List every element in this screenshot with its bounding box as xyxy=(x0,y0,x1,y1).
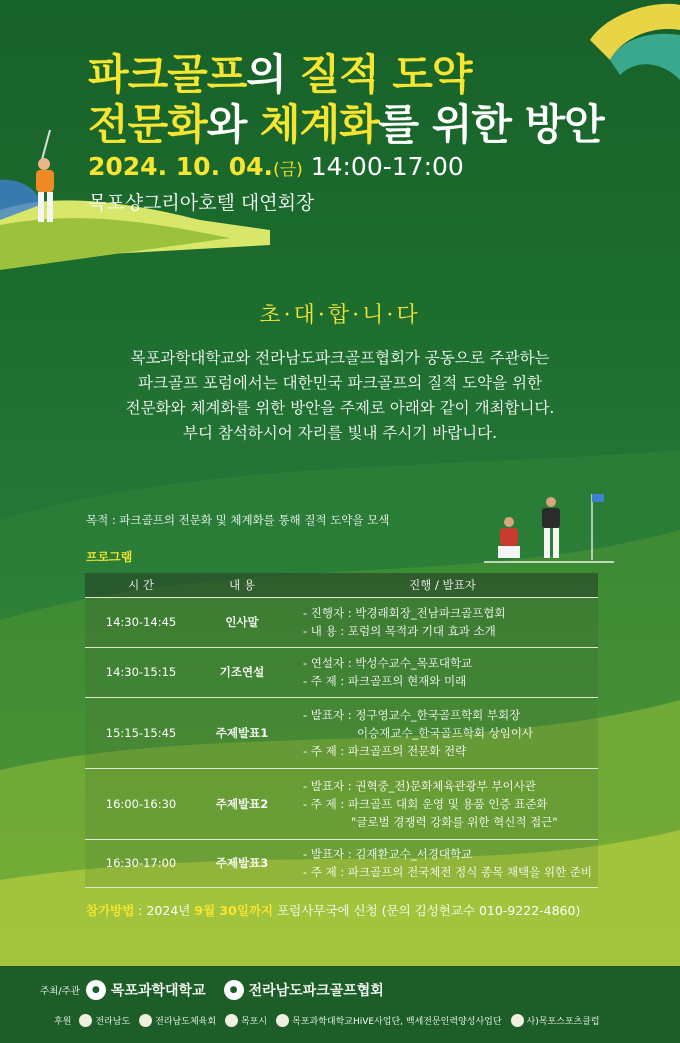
title-text: 의 xyxy=(246,50,300,99)
session-details xyxy=(287,647,598,697)
registration-info xyxy=(86,901,580,919)
detail-line: - 발표자 : 정구영교수_한국골프학회 부회장 xyxy=(303,707,521,722)
program-table xyxy=(85,573,598,888)
session-type: 주제발표1 xyxy=(197,697,287,768)
sponsor-logo-icon xyxy=(225,1014,238,1027)
session-type: 주제발표2 xyxy=(197,768,287,839)
detail-line: - 발표자 : 권혁중_전)문화체육관광부 부이사관 xyxy=(303,778,536,793)
golfer-illustration xyxy=(10,122,80,232)
title-text: 와 xyxy=(206,100,260,149)
sponsor xyxy=(511,1014,600,1027)
detail-line: 이승재교수_한국골프학회 상임이사 xyxy=(357,725,534,740)
sponsor xyxy=(79,1014,130,1027)
title-highlight: 체계화 xyxy=(259,100,379,149)
event-date: 2024. 10. 04. xyxy=(88,152,274,181)
detail-line: - 내 용 : 포럼의 목적과 기대 효과 소개 xyxy=(303,624,496,638)
sponsor-logo-icon xyxy=(276,1014,289,1027)
sponsor-name: 사)목포스포츠클럽 xyxy=(526,1017,600,1027)
detail-line: - 주 제 : 파크골프의 전문화 전략 xyxy=(303,743,467,758)
event-datetime xyxy=(88,152,464,181)
association-logo-icon: ● xyxy=(224,980,244,1000)
registration-deadline: 9월 30일까지 xyxy=(194,903,274,918)
detail-line: - 주 제 : 파크골프 대회 운영 및 용품 인증 표준화 xyxy=(303,796,548,811)
session-type: 주제발표3 xyxy=(197,839,287,887)
host-row xyxy=(40,980,402,1000)
title-line-2 xyxy=(88,92,604,152)
table-row xyxy=(85,597,598,647)
table-row xyxy=(85,647,598,697)
sponsor-name: 전라남도 xyxy=(95,1017,131,1027)
invitation-line: 부디 참석하시어 자리를 빛내 주시기 바랍니다. xyxy=(182,424,498,442)
registration-text: 포럼사무국에 신청 (문의 김성현교수 010-9222-4860) xyxy=(273,903,581,918)
title-highlight: 파크골프 xyxy=(88,50,247,99)
title-highlight: 질적 도약 xyxy=(299,50,472,99)
sponsor-row xyxy=(54,1014,609,1027)
sponsor-tag: 후원 xyxy=(54,1017,72,1027)
detail-line: - 연설자 : 박성수교수_목포대학교 xyxy=(303,656,473,670)
registration-label: 참가방법 xyxy=(86,903,135,918)
table-row xyxy=(85,839,598,887)
detail-line: - 진행자 : 박경래회장_전남파크골프협회 xyxy=(303,606,506,620)
detail-line: "글로벌 경쟁력 강화를 위한 혁신적 접근" xyxy=(351,814,558,829)
golfers-illustration xyxy=(484,490,614,565)
session-type: 기조연설 xyxy=(197,647,287,697)
invitation-line: 목포과학대학교와 전라남도파크골프협회가 공동으로 주관하는 xyxy=(130,349,550,367)
table-header-row xyxy=(85,573,598,597)
table-row xyxy=(85,768,598,839)
table-row xyxy=(85,697,598,768)
host-name: 전라남도파크골프협회 xyxy=(248,983,384,999)
sponsor-name: 전라남도체육회 xyxy=(155,1017,217,1027)
host-tag: 주최/주관 xyxy=(40,986,80,997)
title-text: 를 위한 방안 xyxy=(378,100,604,149)
footer xyxy=(0,966,680,1043)
session-details xyxy=(287,597,598,647)
sponsor-logo-icon xyxy=(511,1014,524,1027)
invitation-title: 초·대·합·니·다 xyxy=(259,303,421,328)
host-org xyxy=(224,980,384,1000)
university-logo-icon: ● xyxy=(86,980,106,1000)
session-time: 16:00-16:30 xyxy=(85,768,197,839)
sponsor-logo-icon xyxy=(139,1014,152,1027)
invitation-body xyxy=(0,346,680,446)
sponsor-name: 목포시 xyxy=(241,1017,268,1027)
session-time: 14:30-15:15 xyxy=(85,647,197,697)
session-type: 인사말 xyxy=(197,597,287,647)
detail-line: - 주 제 : 파크골프의 전국체전 정식 종목 채택을 위한 준비 xyxy=(303,865,592,879)
session-details xyxy=(287,768,598,839)
session-details xyxy=(287,697,598,768)
session-time: 14:30-14:45 xyxy=(85,597,197,647)
title-highlight: 전문화 xyxy=(88,100,207,149)
table-header-time: 시 간 xyxy=(85,573,197,597)
program-label: 프로그램 xyxy=(86,550,133,564)
table-header-content: 내 용 xyxy=(197,573,287,597)
invitation-line: 전문화와 체계화를 위한 방안을 주제로 아래와 같이 개최합니다. xyxy=(125,399,555,417)
sponsor xyxy=(276,1014,501,1027)
event-day-of-week: (금) xyxy=(273,160,303,180)
purpose-statement: 목적 : 파크골프의 전문화 및 체계화를 통해 질적 도약을 모색 xyxy=(86,513,390,527)
sponsor-name: 목포과학대학교HiVE사업단, 백세전문인력양성사업단 xyxy=(292,1017,502,1027)
session-details xyxy=(287,839,598,887)
host-name: 목포과학대학교 xyxy=(110,983,206,999)
sponsor xyxy=(225,1014,267,1027)
invitation-line: 파크골프 포럼에서는 대한민국 파크골프의 질적 도약을 위한 xyxy=(138,374,542,392)
detail-line: - 발표자 : 김재환교수_서경대학교 xyxy=(303,847,473,861)
table-header-speaker: 진행 / 발표자 xyxy=(287,573,598,597)
session-time: 16:30-17:00 xyxy=(85,839,197,887)
event-time: 14:00-17:00 xyxy=(302,152,464,181)
sponsor xyxy=(139,1014,216,1027)
detail-line: - 주 제 : 파크골프의 현재와 미래 xyxy=(303,674,467,688)
host-org xyxy=(86,980,206,1000)
sponsor-logo-icon xyxy=(79,1014,92,1027)
event-venue: 목포샹그리아호텔 대연회장 xyxy=(88,192,315,214)
registration-text: : 2024년 xyxy=(134,903,195,918)
session-time: 15:15-15:45 xyxy=(85,697,197,768)
